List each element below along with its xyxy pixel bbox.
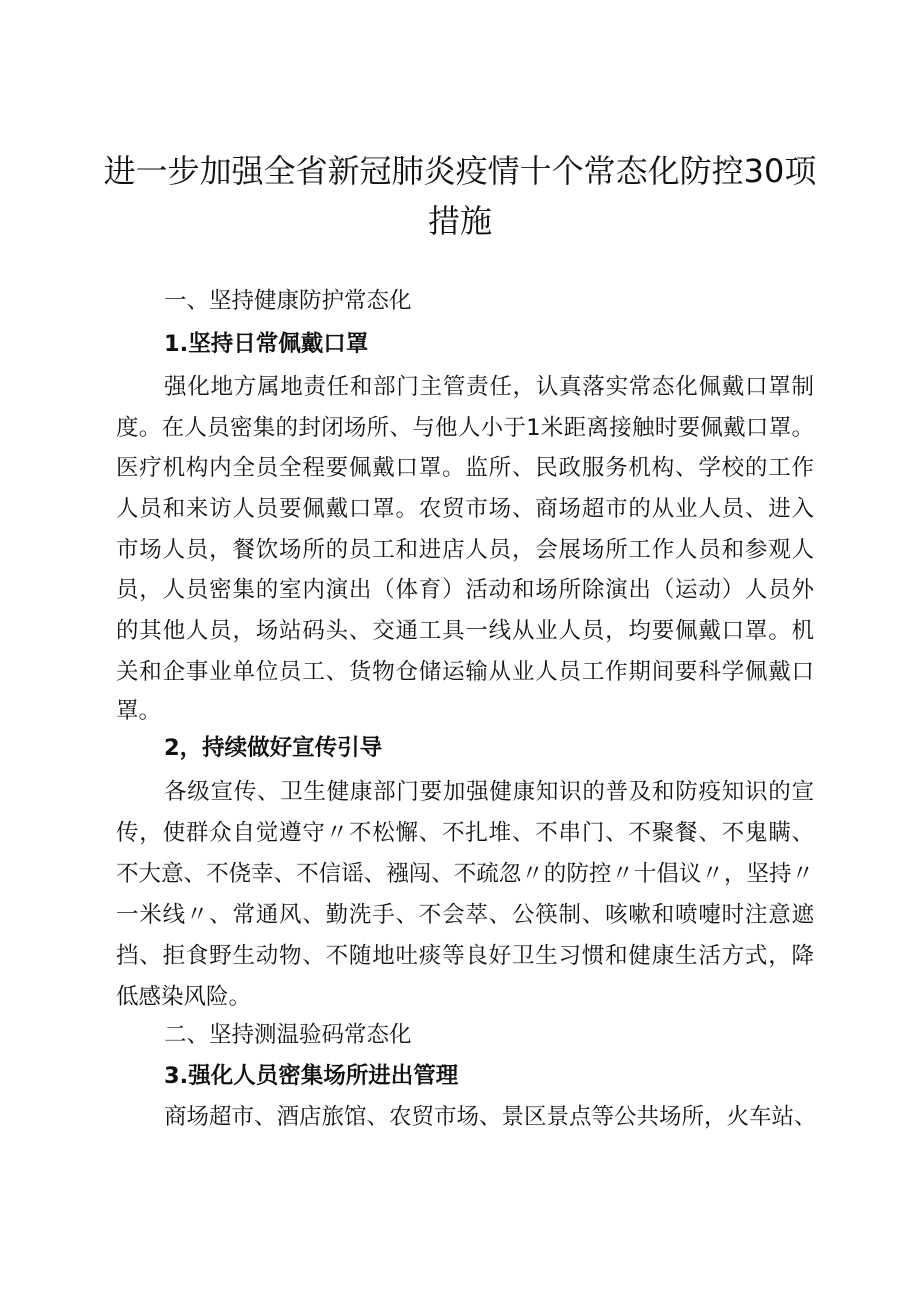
paragraph-line: 强化地方属地责任和部门主管责任，认真落实常态化佩戴口罩制	[164, 374, 814, 400]
paragraph-line: 员，人员密集的室内演出（体育）活动和场所除演出（运动）人员外	[116, 577, 814, 603]
item-heading: 1.坚持日常佩戴口罩	[164, 331, 369, 357]
paragraph-line: 各级宣传、卫生健康部门要加强健康知识的普及和防疫知识的宣	[164, 779, 814, 805]
item-heading: 2，持续做好宣传引导	[164, 735, 383, 761]
paragraph-line: 关和企事业单位员工、货物仓储运输从业人员工作期间要科学佩戴口	[116, 659, 814, 685]
paragraph-line: 的其他人员，场站码头、交通工具一线从业人员，均要佩戴口罩。机	[116, 618, 814, 644]
paragraph-line: 人员和来访人员要佩戴口罩。农贸市场、商场超市的从业人员、进入	[116, 496, 814, 522]
paragraph-line: 度。在人员密集的封闭场所、与他人小于1米距离接触时要佩戴口罩。	[116, 415, 814, 441]
paragraph-line: 不大意、不侥幸、不信谣、襁闯、不疏忽〃的防控〃十倡议〃，坚持〃	[116, 861, 814, 887]
paragraph-line: 挡、拒食野生动物、不随地吐痰等良好卫生习惯和健康生活方式，降	[116, 943, 814, 969]
paragraph-line: 低感染风险。	[116, 984, 252, 1010]
paragraph-line: 传，使群众自觉遵守〃不松懈、不扎堆、不串门、不聚餐、不鬼瞒、	[116, 820, 814, 846]
item-heading: 3.强化人员密集场所进出管理	[164, 1063, 459, 1089]
document-title: 进一步加强全省新冠肺炎疫情十个常态化防控30项措施	[103, 152, 817, 240]
paragraph-line: 商场超市、酒店旅馆、农贸市场、景区景点等公共场所，火车站、	[164, 1104, 817, 1130]
section-heading: 二、坚持测温验码常态化	[164, 1022, 412, 1048]
paragraph-line: 医疗机构内全员全程要佩戴口罩。监所、民政服务机构、学校的工作	[116, 455, 814, 481]
paragraph-line: 一米线〃、常通风、勤洗手、不会萃、公筷制、咳嗽和喷嚏时注意遮	[116, 902, 814, 928]
paragraph-line: 市场人员，餐饮场所的员工和进店人员，会展场所工作人员和参观人	[116, 537, 814, 563]
paragraph-line: 罩。	[116, 698, 162, 724]
section-heading: 一、坚持健康防护常态化	[164, 288, 412, 314]
